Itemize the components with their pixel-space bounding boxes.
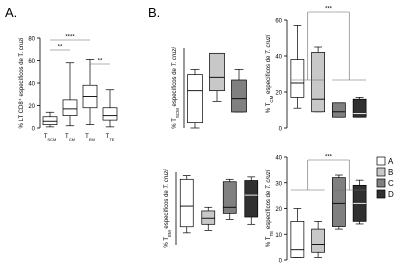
box-c	[232, 80, 247, 112]
significance-label: ***	[324, 6, 333, 13]
y-tick-label: 20	[275, 207, 282, 213]
significance-label: **	[97, 58, 103, 65]
significance-label: **	[57, 44, 63, 51]
box-a	[180, 179, 193, 226]
y-tick-label: 60	[28, 59, 35, 65]
y-tick-label: 20	[275, 90, 282, 97]
legend-label-a: A	[388, 157, 394, 166]
box-a	[291, 60, 304, 98]
box-b	[312, 229, 325, 252]
y-axis-label: % $T_{TE}$ específicos de T. cruzi	[266, 169, 274, 248]
y-tick-label: 0	[278, 258, 282, 265]
legend-label-b: B	[388, 168, 394, 177]
y-tick-label: 20	[28, 104, 35, 110]
x-tick-label: $T_{TE}$	[105, 134, 115, 142]
box-d	[245, 181, 258, 218]
y-tick-label: 40	[275, 155, 282, 162]
y-axis-label: % LT CD8⁺ específicos de T. cruzi	[19, 37, 25, 129]
box-tte	[103, 108, 117, 120]
y-tick-label: 0	[31, 126, 35, 133]
legend-swatch-c	[377, 179, 385, 187]
y-tick-label: 60	[275, 18, 282, 25]
legend	[377, 157, 394, 199]
box-b	[312, 52, 325, 111]
chart-b-em	[164, 169, 258, 248]
x-tick-label: $T_{CM}$	[65, 134, 75, 142]
y-tick-label: 40	[28, 81, 35, 88]
significance-label: ***	[324, 154, 333, 161]
y-tick-label: 10	[275, 232, 282, 239]
chart-b-cm	[266, 7, 366, 133]
box-b	[202, 211, 215, 224]
box-a	[188, 75, 203, 123]
x-tick-label: $T_{EM}$	[85, 134, 95, 142]
chart-a	[18, 35, 117, 142]
legend-swatch-a	[377, 157, 385, 165]
box-tcm	[63, 100, 77, 116]
chart-b-te	[266, 155, 366, 265]
y-axis-label: % $T_{EM}$ específicos de T. cruzi	[164, 169, 172, 248]
box-c	[332, 103, 345, 117]
y-axis-label: % $T_{SCM}$ específicos de T. cruzi	[172, 47, 180, 129]
box-d	[353, 99, 366, 117]
x-tick-label: $T_{SCM}$	[43, 134, 57, 142]
y-axis-label: % $T_{CM}$ específicos de T. cruzi	[266, 34, 274, 114]
box-c	[332, 178, 345, 227]
y-tick-label: 80	[28, 36, 35, 43]
box-tscm	[43, 117, 57, 125]
y-tick-label: 40	[275, 54, 282, 61]
legend-label-d: D	[388, 190, 394, 199]
chart-b-scm	[172, 47, 247, 129]
legend-label-c: C	[388, 179, 394, 188]
legend-swatch-d	[377, 190, 385, 198]
significance-label: ****	[65, 34, 75, 41]
box-c	[223, 182, 236, 214]
y-tick-label: 0	[278, 126, 282, 133]
panel-label-a: A.	[5, 5, 18, 20]
panel-label-b: B.	[148, 5, 161, 20]
box-a	[291, 221, 304, 257]
y-tick-label: 30	[275, 181, 282, 188]
box-b	[210, 53, 225, 90]
legend-swatch-b	[377, 168, 385, 176]
